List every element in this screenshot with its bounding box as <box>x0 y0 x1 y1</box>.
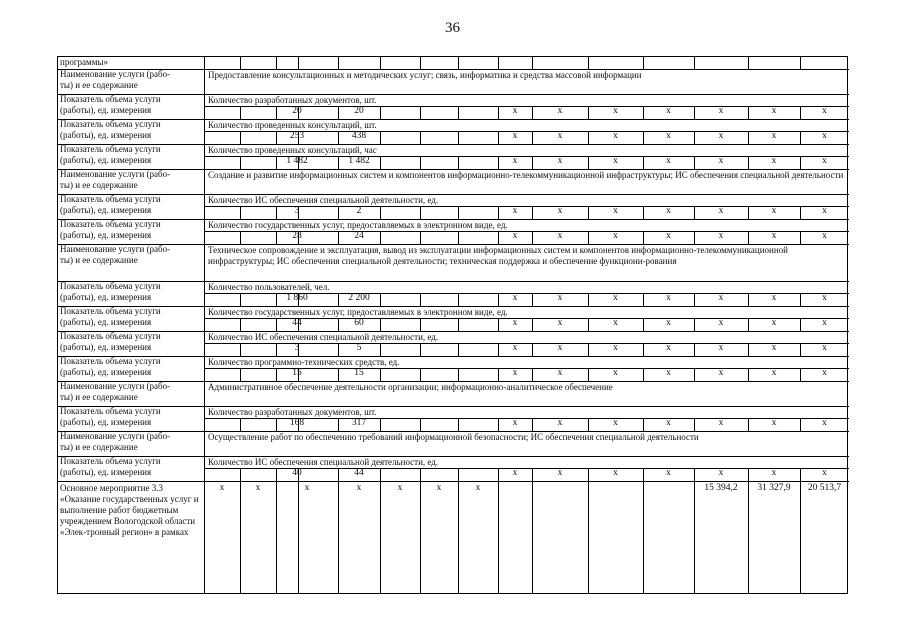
value-2020: 60 <box>354 318 364 328</box>
x-mark: х <box>613 231 618 241</box>
indicator-description: Количество разработанных документов, шт. <box>208 95 377 105</box>
x-mark: х <box>666 231 671 241</box>
x-mark: х <box>666 106 671 116</box>
grid-line <box>420 481 421 593</box>
x-mark: х <box>613 206 618 216</box>
x-mark: х <box>557 231 563 241</box>
grid-line <box>498 57 499 69</box>
x-mark: х <box>613 156 618 166</box>
grid-line <box>380 206 381 219</box>
grid-line <box>240 481 241 593</box>
grid-line <box>380 293 381 306</box>
x-mark: х <box>613 343 618 353</box>
value-2020: 2 200 <box>348 293 370 303</box>
service-description: Административное обеспечение деятельности организации; информационно-аналитическое обеспечение <box>208 382 613 392</box>
grid-line <box>420 57 421 69</box>
indicator-description: Количество программно-технических средств, ед. <box>208 357 400 367</box>
grid-line <box>240 106 241 119</box>
x-mark: х <box>304 483 310 493</box>
grid-line <box>694 57 695 69</box>
x-mark: х <box>771 418 777 428</box>
x-mark: х <box>666 418 671 428</box>
row-label: Показатель объема услуги (работы), ед. измерения <box>60 119 161 140</box>
x-mark: х <box>822 231 827 241</box>
x-mark: х <box>822 418 827 428</box>
x-mark: х <box>512 343 518 353</box>
x-mark: х <box>512 106 518 116</box>
x-mark: х <box>512 131 518 141</box>
x-mark: х <box>557 156 563 166</box>
grid-line <box>380 481 381 593</box>
indicator-description: Количество государственных услуг, предоставляемых в электронном виде, ед. <box>208 307 508 317</box>
grid-line <box>380 468 381 481</box>
value-2019: 3 <box>294 206 300 216</box>
main-activity-label: Основное мероприятие 3.3 «Оказание государственных услуг и выполнение работ бюджетным учреждением Вологодской области «Элек-тронный регион» в рамках <box>60 483 199 537</box>
grid-line <box>380 231 381 244</box>
grid-line <box>498 481 499 593</box>
x-mark: х <box>666 156 671 166</box>
data-table <box>57 56 848 594</box>
x-mark: х <box>718 106 724 116</box>
value-2019: 20 <box>292 106 302 116</box>
grid-line <box>240 131 241 144</box>
x-mark: х <box>255 483 261 493</box>
value-2019: 44 <box>292 318 302 328</box>
x-mark: х <box>397 483 403 493</box>
x-mark: х <box>718 368 724 378</box>
x-mark: х <box>512 206 518 216</box>
grid-line <box>458 231 459 244</box>
x-mark: х <box>822 293 827 303</box>
row-label: Показатель объема услуги (работы), ед. измерения <box>60 281 161 302</box>
row-label: Наименование услуги (рабо- ты) и ее содержание <box>60 69 171 90</box>
grid-line <box>643 481 644 593</box>
x-mark: х <box>718 206 724 216</box>
x-mark: х <box>718 231 724 241</box>
finance-value: 31 327,9 <box>757 483 791 493</box>
grid-line <box>458 57 459 69</box>
grid-line <box>420 156 421 169</box>
x-mark: х <box>822 343 827 353</box>
grid-line <box>748 57 749 69</box>
x-mark: х <box>557 468 563 478</box>
value-2020: 2 <box>356 206 362 216</box>
grid-line <box>458 106 459 119</box>
grid-line <box>458 468 459 481</box>
x-mark: х <box>613 368 618 378</box>
x-mark: х <box>822 468 827 478</box>
x-mark: х <box>666 468 671 478</box>
x-mark: х <box>557 368 563 378</box>
x-mark: х <box>557 206 563 216</box>
grid-line <box>380 418 381 431</box>
x-mark: х <box>557 318 563 328</box>
x-mark: х <box>557 418 563 428</box>
x-mark: х <box>512 293 518 303</box>
value-2020: 5 <box>356 343 362 353</box>
indicator-description: Количество проведенных консультаций, шт. <box>208 120 377 130</box>
value-2019: 3 <box>294 343 300 353</box>
row-label: Наименование услуги (рабо- ты) и ее содержание <box>60 381 171 402</box>
x-mark: х <box>771 206 777 216</box>
x-mark: х <box>771 156 777 166</box>
row-label: Показатель объема услуги (работы), ед. измерения <box>60 194 161 215</box>
x-mark: х <box>475 483 481 493</box>
grid-line <box>800 481 801 593</box>
x-mark: х <box>771 231 777 241</box>
grid-line <box>240 368 241 381</box>
grid-line <box>380 156 381 169</box>
x-mark: х <box>771 293 777 303</box>
value-2020: 1 482 <box>348 156 370 166</box>
x-mark: х <box>822 131 827 141</box>
x-mark: х <box>613 318 618 328</box>
x-mark: х <box>718 131 724 141</box>
x-mark: х <box>718 293 724 303</box>
grid-line <box>240 206 241 219</box>
grid-line <box>240 156 241 169</box>
value-2019: 1 482 <box>286 156 308 166</box>
x-mark: х <box>666 343 671 353</box>
indicator-description: Количество проведенных консультаций, час <box>208 145 377 155</box>
grid-line <box>338 481 339 593</box>
grid-line <box>380 318 381 331</box>
x-mark: х <box>613 293 618 303</box>
grid-line <box>204 481 205 593</box>
value-2019: 168 <box>289 418 305 428</box>
x-mark: х <box>219 483 225 493</box>
x-mark: х <box>718 318 724 328</box>
x-mark: х <box>512 368 518 378</box>
row-label: Показатель объема услуги (работы), ед. измерения <box>60 356 161 377</box>
grid-line <box>380 57 381 69</box>
grid-line <box>298 57 299 69</box>
grid-line <box>420 231 421 244</box>
x-mark: х <box>436 483 442 493</box>
grid-line <box>420 131 421 144</box>
indicator-description: Количество пользователей, чел. <box>208 282 330 292</box>
grid-line <box>588 481 589 593</box>
x-mark: х <box>771 131 777 141</box>
x-mark: х <box>557 343 563 353</box>
grid-line <box>532 481 533 593</box>
grid-line <box>420 418 421 431</box>
grid-line <box>240 318 241 331</box>
x-mark: х <box>512 418 518 428</box>
grid-line <box>420 206 421 219</box>
value-2019: 253 <box>289 131 305 141</box>
x-mark: х <box>356 483 362 493</box>
grid-line <box>240 231 241 244</box>
x-mark: х <box>822 368 827 378</box>
row-label: программы» <box>60 57 108 67</box>
grid-line <box>458 418 459 431</box>
indicator-description: Количество ИС обеспечения специальной деятельности, ед. <box>208 457 439 467</box>
value-2019: 15 <box>292 368 302 378</box>
x-mark: х <box>557 106 563 116</box>
x-mark: х <box>512 156 518 166</box>
grid-line <box>380 343 381 356</box>
grid-line <box>458 368 459 381</box>
row-label: Наименование услуги (рабо- ты) и ее содержание <box>60 244 171 265</box>
value-2020: 438 <box>351 131 367 141</box>
x-mark: х <box>771 343 777 353</box>
grid-line <box>420 343 421 356</box>
row-label: Наименование услуги (рабо- ты) и ее содержание <box>60 431 171 452</box>
grid-line <box>420 468 421 481</box>
x-mark: х <box>613 418 618 428</box>
x-mark: х <box>718 156 724 166</box>
x-mark: х <box>666 206 671 216</box>
page-number: 36 <box>445 20 460 36</box>
x-mark: х <box>613 106 618 116</box>
x-mark: х <box>771 368 777 378</box>
indicator-description: Количество государственных услуг, предоставляемых в электронном виде, ед. <box>208 220 508 230</box>
x-mark: х <box>718 343 724 353</box>
row-label: Показатель объема услуги (работы), ед. измерения <box>60 456 161 477</box>
grid-line <box>420 368 421 381</box>
value-2020: 15 <box>354 368 364 378</box>
row-label: Показатель объема услуги (работы), ед. измерения <box>60 331 161 352</box>
x-mark: х <box>822 318 827 328</box>
value-2019: 1 860 <box>286 293 308 303</box>
row-label: Показатель объема услуги (работы), ед. измерения <box>60 94 161 115</box>
x-mark: х <box>666 318 671 328</box>
grid-line <box>458 131 459 144</box>
row-label: Показатель объема услуги (работы), ед. измерения <box>60 406 161 427</box>
grid-line <box>458 206 459 219</box>
grid-line <box>458 481 459 593</box>
grid-line <box>276 481 277 593</box>
x-mark: х <box>666 131 671 141</box>
x-mark: х <box>771 106 777 116</box>
x-mark: х <box>512 231 518 241</box>
grid-line <box>240 468 241 481</box>
value-2020: 317 <box>351 418 367 428</box>
x-mark: х <box>613 468 618 478</box>
x-mark: х <box>666 368 671 378</box>
grid-line <box>458 343 459 356</box>
service-description: Техническое сопровождение и эксплуатация, вывод из эксплуатации информационных систем и компонентов информационно-телекоммуникационной инфраструктуры; ИС обеспечения специальной деятельности; техническая поддержка и обеспечение функциони-рования <box>208 245 788 266</box>
finance-value: 20 513,7 <box>807 483 842 493</box>
value-2020: 44 <box>354 468 364 478</box>
x-mark: х <box>512 318 518 328</box>
grid-line <box>800 57 801 69</box>
x-mark: х <box>557 293 563 303</box>
x-mark: х <box>512 468 518 478</box>
grid-line <box>380 131 381 144</box>
grid-line <box>588 57 589 69</box>
x-mark: х <box>822 106 827 116</box>
x-mark: х <box>822 156 827 166</box>
grid-line <box>458 156 459 169</box>
grid-line <box>380 368 381 381</box>
grid-line <box>240 343 241 356</box>
x-mark: х <box>771 468 777 478</box>
grid-line <box>298 481 299 593</box>
service-description: Создание и развитие информационных систем и компонентов информационно-телекоммуникационной инфраструктуры; ИС обеспечения специальной деятельности <box>208 170 844 180</box>
x-mark: х <box>613 131 618 141</box>
grid-line <box>240 57 241 69</box>
row-label: Наименование услуги (рабо- ты) и ее содержание <box>60 169 171 190</box>
grid-line <box>380 106 381 119</box>
x-mark: х <box>666 293 671 303</box>
x-mark: х <box>557 131 563 141</box>
row-label: Показатель объема услуги (работы), ед. измерения <box>60 306 161 327</box>
grid-line <box>240 418 241 431</box>
grid-line <box>748 481 749 593</box>
grid-line <box>338 57 339 69</box>
indicator-description: Количество разработанных документов, шт. <box>208 407 377 417</box>
x-mark: х <box>822 206 827 216</box>
x-mark: х <box>771 318 777 328</box>
grid-line <box>643 57 644 69</box>
grid-line <box>240 293 241 306</box>
grid-line <box>420 318 421 331</box>
value-2020: 20 <box>354 106 364 116</box>
service-description: Предоставление консультационных и методических услуг; связь, информатика и средства массовой информации <box>208 70 642 80</box>
value-2020: 24 <box>354 231 364 241</box>
grid-line <box>420 293 421 306</box>
row-label: Показатель объема услуги (работы), ед. измерения <box>60 144 161 165</box>
indicator-description: Количество ИС обеспечения специальной деятельности, ед. <box>208 195 439 205</box>
grid-line <box>458 318 459 331</box>
x-mark: х <box>718 468 724 478</box>
grid-line <box>204 57 205 69</box>
grid-line <box>276 57 277 69</box>
grid-line <box>458 293 459 306</box>
grid-line <box>694 481 695 593</box>
value-2019: 28 <box>292 231 302 241</box>
value-2019: 40 <box>292 468 302 478</box>
indicator-description: Количество ИС обеспечения специальной деятельности, ед. <box>208 332 439 342</box>
row-label: Показатель объема услуги (работы), ед. измерения <box>60 219 161 240</box>
x-mark: х <box>718 418 724 428</box>
service-description: Осуществление работ по обеспечению требований информационной безопасности; ИС обеспечения специальной деятельности <box>208 432 699 442</box>
grid-line <box>420 106 421 119</box>
grid-line <box>532 57 533 69</box>
finance-value: 15 394,2 <box>704 483 738 493</box>
